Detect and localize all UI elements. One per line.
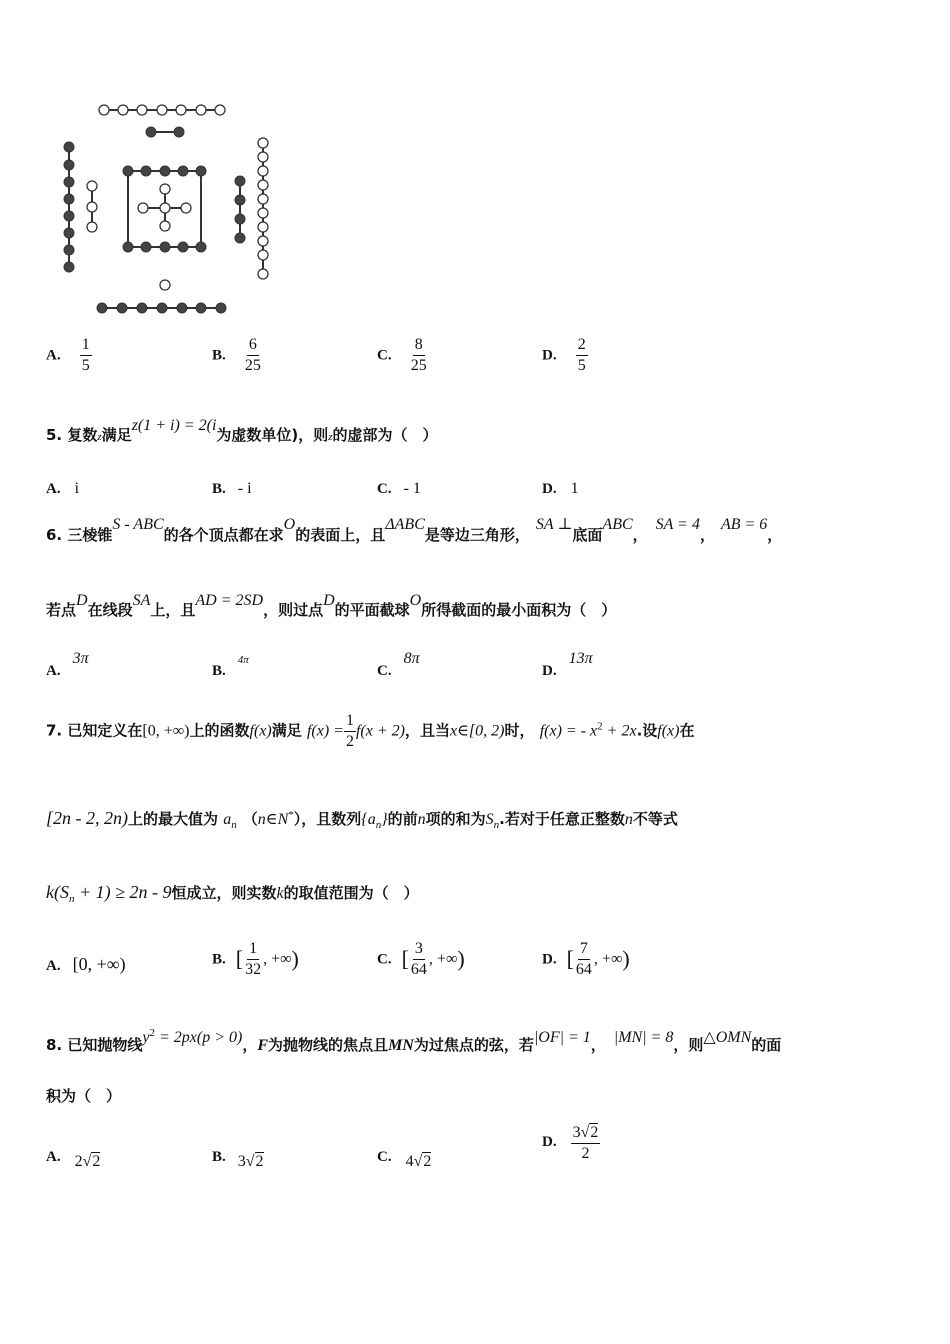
option-label: C.: [377, 951, 392, 968]
fraction-numerator: 2: [576, 336, 588, 356]
stem-text: 三棱锥: [67, 526, 113, 544]
fraction-numerator: 8: [413, 336, 425, 356]
stem-text: 的前: [387, 810, 418, 828]
q5-option-d[interactable]: [542, 478, 579, 498]
stem-text: ，: [242, 1036, 258, 1054]
stem-text: ，: [699, 526, 715, 544]
option-label: B.: [212, 347, 226, 364]
fraction-denominator: 25: [244, 356, 261, 374]
option-value: - 1: [403, 480, 421, 497]
q8-option-b[interactable]: B. 3√2: [212, 1149, 264, 1170]
fraction-numerator: 1: [80, 336, 92, 356]
math-expr: ΔABC: [385, 516, 425, 533]
math-sup: 2: [597, 720, 603, 733]
radical-coefficient: 3: [237, 1153, 246, 1170]
fraction-denominator: 2: [345, 732, 354, 750]
math-expr: AD = 2SD: [195, 592, 264, 609]
fraction-denominator: 25: [410, 356, 427, 374]
math-var: z: [97, 431, 102, 443]
stem-text: 的各个顶点都在求: [163, 526, 284, 544]
math-expr: S - ABC: [112, 516, 164, 533]
math-expr: SA = 4: [655, 516, 700, 533]
math-expr: [2n - 2, 2n): [46, 808, 128, 828]
stem-text: 恒成立，则实数: [171, 884, 277, 902]
math-expr: F: [257, 1037, 269, 1054]
q5-option-b[interactable]: [212, 478, 252, 498]
math-expr: D: [76, 592, 88, 609]
stem-text: ），且数列: [293, 810, 362, 828]
q6-option-c[interactable]: [377, 648, 420, 679]
stem-text: 的表面上，且: [295, 526, 386, 544]
q4-option-c[interactable]: [377, 336, 429, 374]
q7-option-d[interactable]: D. [ $\frac{7}{64}$ , +∞): [542, 940, 630, 978]
q7-option-a[interactable]: [46, 954, 126, 975]
option-label: D.: [542, 481, 557, 497]
q6-option-a[interactable]: [46, 648, 89, 679]
option-value: i: [74, 480, 80, 497]
math-expr: k(S: [46, 882, 69, 902]
math-expr: O: [283, 516, 296, 533]
dot-pattern-figure: [55, 95, 285, 325]
option-value: , +∞: [263, 950, 292, 968]
option-value: 1: [570, 480, 579, 497]
option-label: A.: [46, 1149, 61, 1165]
stem-text: .设: [636, 721, 658, 740]
fraction-denominator: 5: [577, 356, 586, 374]
stem-text: ，: [632, 526, 648, 544]
radicand: 2: [92, 1153, 101, 1170]
q8-option-d[interactable]: D. $\frac{3√2}{2}$: [542, 1124, 599, 1162]
q7-options: [46, 940, 686, 992]
fraction-numerator: 1: [247, 940, 259, 960]
fraction-numerator: 3: [413, 940, 425, 960]
math-expr: O: [409, 592, 422, 609]
fraction-numerator: 7: [578, 940, 590, 960]
math-expr: f(x): [249, 722, 272, 740]
math-expr: [0, +∞): [142, 722, 190, 740]
stem-text: 为过焦点的弦，若: [413, 1036, 534, 1054]
math-expr: {a: [361, 811, 376, 828]
stem-text: 已知抛物线: [67, 1036, 143, 1054]
option-label: C.: [377, 347, 392, 364]
math-sub: n: [493, 819, 500, 831]
q4-option-d[interactable]: [542, 336, 588, 374]
option-value: 3π: [72, 650, 89, 667]
stem-text: 满足: [101, 426, 132, 444]
stem-text: 时，: [504, 721, 535, 740]
math-equation: z(1 + i) = 2(i: [131, 417, 217, 434]
question-7-stem-line-2: [46, 808, 678, 831]
option-label: B.: [212, 663, 226, 679]
stem-text: .若对于任意正整数: [499, 810, 625, 828]
q5-option-a[interactable]: [46, 478, 79, 498]
fraction-numerator: 6: [247, 336, 259, 356]
option-value: , +∞: [428, 950, 458, 968]
q7-option-b[interactable]: B. [ $\frac{1}{32}$ , +∞): [212, 940, 299, 978]
stem-text: 的平面截球: [334, 601, 410, 619]
q8-option-a[interactable]: A. 2√2: [46, 1149, 101, 1170]
question-8-stem-line-2: [46, 1085, 121, 1106]
question-6-stem-line-2: [46, 592, 617, 620]
stem-text: 的虚部为（ ）: [332, 426, 438, 444]
stem-text: 上，且: [150, 601, 196, 619]
option-label: A.: [46, 347, 61, 364]
math-expr: }: [381, 811, 388, 828]
option-label: C.: [377, 481, 392, 497]
q5-option-c[interactable]: [377, 478, 421, 498]
math-expr: n: [417, 811, 426, 828]
math-var: z: [328, 431, 333, 443]
math-expr: n∈N: [257, 811, 289, 828]
stem-text: 复数: [67, 426, 98, 444]
option-value: - i: [237, 480, 252, 497]
stem-text: 为抛物线的焦点且: [268, 1036, 389, 1054]
math-expr: + 2x: [602, 722, 637, 740]
fraction-denominator: 64: [410, 960, 427, 978]
fraction-denominator: 2: [581, 1144, 590, 1162]
math-expr: k: [276, 885, 284, 902]
fraction-denominator: 64: [575, 960, 592, 978]
math-expr: |MN| = 8: [613, 1029, 674, 1046]
radical-coefficient: 3: [572, 1124, 581, 1141]
option-label: D.: [542, 347, 557, 364]
option-value: 8π: [403, 650, 420, 667]
q4-option-b[interactable]: [212, 336, 263, 374]
option-value: 4π: [237, 654, 249, 666]
option-label: B.: [212, 481, 226, 497]
stem-text: （: [242, 810, 258, 828]
stem-text: 所得截面的最小面积为（ ）: [421, 601, 617, 619]
option-label: D.: [542, 1133, 557, 1150]
math-sup: 2: [149, 1027, 155, 1039]
math-expr: f(x) = - x: [539, 722, 598, 740]
math-expr: f(x) =: [306, 722, 344, 740]
option-label: A.: [46, 663, 61, 679]
q8-option-c[interactable]: C. 4√2: [377, 1149, 432, 1170]
stem-text: ，则: [673, 1036, 704, 1054]
math-expr: S: [485, 811, 494, 828]
option-value: 13π: [568, 650, 593, 667]
stem-text: ，且当: [404, 721, 450, 740]
q6-option-d[interactable]: [542, 648, 593, 679]
radical-coefficient: 2: [74, 1153, 83, 1170]
stem-text: 的面: [751, 1036, 782, 1054]
fraction-numerator: 1: [344, 712, 356, 732]
math-sub: n: [375, 819, 382, 831]
stem-text: 若点: [46, 601, 77, 619]
stem-text: 为虚数单位)，则: [216, 426, 329, 444]
math-expr: MN: [388, 1037, 414, 1054]
stem-text: ，则过点: [263, 601, 324, 619]
option-value: , +∞: [593, 950, 623, 968]
stem-text: 上的函数: [189, 721, 250, 740]
stem-text: 的取值范围为（ ）: [283, 884, 419, 902]
stem-text: 是等边三角形，: [424, 526, 530, 544]
math-expr: = 2px(p > 0): [155, 1029, 243, 1046]
fraction-denominator: 5: [81, 356, 90, 374]
radicand: 2: [423, 1153, 432, 1170]
q7-option-c[interactable]: C. [ $\frac{3}{64}$ , +∞): [377, 940, 465, 978]
stem-text: ，: [767, 526, 783, 544]
radicand: 2: [590, 1124, 599, 1141]
math-expr: |OF| = 1: [533, 1029, 591, 1046]
option-label: C.: [377, 663, 392, 679]
question-7-stem-line-1: [46, 712, 694, 750]
math-expr: y: [142, 1029, 150, 1046]
option-label: B.: [212, 1149, 226, 1165]
option-label: D.: [542, 663, 557, 679]
stem-text: 已知定义在: [67, 721, 143, 740]
question-number: 7.: [46, 721, 63, 740]
question-5-stem: [46, 417, 438, 445]
stem-text: ，: [590, 1036, 606, 1054]
q6-option-b[interactable]: [212, 648, 249, 679]
math-expr: n: [624, 811, 633, 828]
math-expr: D: [323, 592, 335, 609]
stem-text: 不等式: [632, 810, 678, 828]
math-expr: ABC: [602, 516, 633, 533]
math-expr: SA ⊥: [535, 516, 573, 533]
stem-text: 上的最大值为: [128, 810, 219, 828]
math-expr: AB = 6: [720, 516, 768, 533]
stem-text: 在线段: [87, 601, 133, 619]
math-expr: △OMN: [703, 1029, 752, 1046]
math-expr: f(x + 2): [355, 722, 405, 740]
math-expr: a: [223, 811, 232, 828]
question-number: 5.: [46, 426, 63, 444]
radicand: 2: [255, 1153, 264, 1170]
fraction-denominator: 32: [245, 960, 262, 978]
q4-option-a[interactable]: [46, 336, 92, 374]
option-label: B.: [212, 951, 226, 968]
stem-text: 积为（ ）: [46, 1087, 122, 1105]
option-label: D.: [542, 951, 557, 968]
math-expr: x∈[0, 2): [449, 722, 505, 740]
math-expr: f(x): [657, 722, 680, 740]
question-number: 8.: [46, 1036, 63, 1054]
stem-text: 满足: [271, 721, 302, 740]
question-6-stem-line-1: [46, 516, 783, 545]
math-sub: n: [231, 819, 237, 831]
option-label: A.: [46, 958, 61, 974]
option-label: C.: [377, 1149, 392, 1165]
option-label: A.: [46, 481, 61, 497]
radical-coefficient: 4: [405, 1153, 414, 1170]
stem-text: 在: [679, 721, 695, 740]
stem-text: 底面: [572, 526, 603, 544]
math-expr: SA: [132, 592, 151, 609]
stem-text: 项的和为: [425, 810, 486, 828]
question-number: 6.: [46, 526, 63, 544]
question-8-stem-line-1: [46, 1027, 782, 1055]
question-7-stem-line-3: [46, 882, 419, 905]
option-value: [0, +∞): [72, 954, 126, 974]
q8-options: [46, 1124, 686, 1174]
math-sub: n: [68, 893, 75, 905]
math-sup: *: [288, 809, 294, 821]
math-expr: + 1) ≥ 2n - 9: [74, 882, 172, 902]
